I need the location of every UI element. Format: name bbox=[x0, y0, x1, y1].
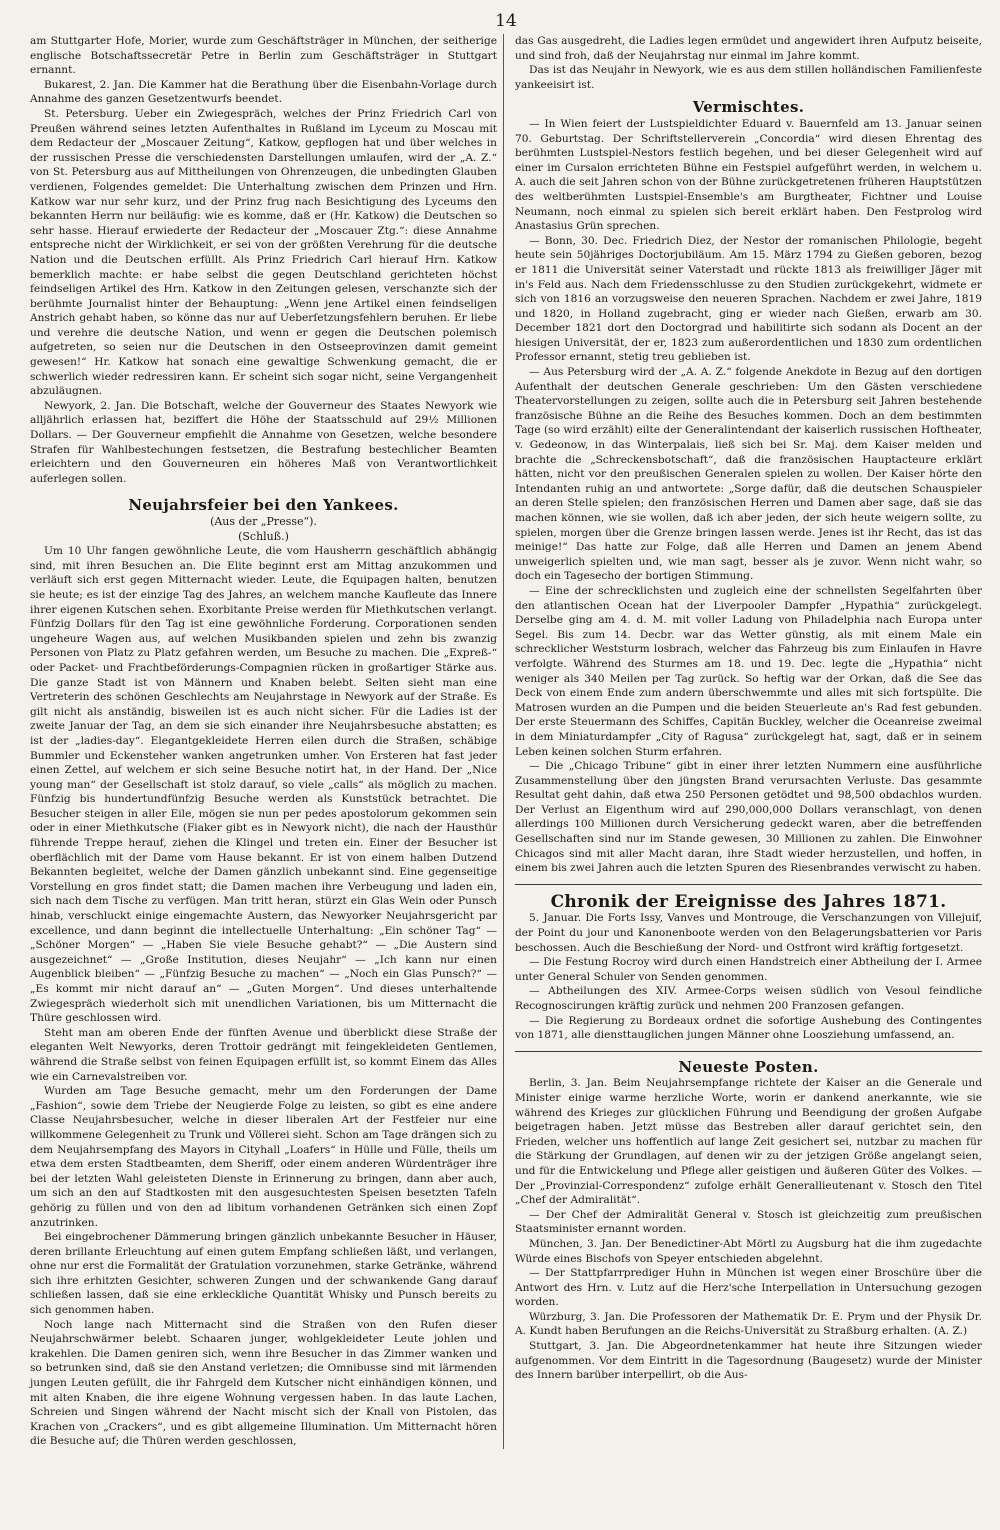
feature-continuation: (Schluß.) bbox=[238, 529, 289, 543]
article-paragraph: — Aus Petersburg wird der „A. A. Z.“ folgende Anekdote in Bezug auf den dortigen Aufenthalt der deutschen Generale geschrieben: Um den Gästen verschiedene Theatervorstellungen zu zeigen, sollte auch die in Petersburg seit Jahren bestehende französische Bühne an die Reihe des Besuches kommen. Doch an dem bestimmten Tage (so wird erzählt) eilte der Generalintendant der kaiserlich russischen Hoftheater, v. Gedeonow, in das Winterpalais, ließ sich bei Sr. Maj. dem Kaiser melden und brachte die „Schreckensbotschaft“, daß die französischen Hauptacteure erklärt hätten, nicht vor den preußischen Generalen spielen zu wollen. Der Kaiser hörte den Intendanten ruhig an und antwortete: „Sorge dafür, daß die deutschen Schauspieler an deren Stelle spielen; den französischen Herren und Damen aber sage, daß sie das machen können, wie sie wollen, daß ich aber jeden, der sich heute weigern sollte, zu spielen, morgen über die Grenze bringen lassen werde. Jenes ist ihr Recht, das ist das meinige!“ Das hatte zur Folge, daß alle Herren und Damen an jenem Abend unweigerlich spielten und, wie man sagt, besser als je zuvor. Wenn nicht wahr, so doch ein Tagesecho der bortigen Stimmung. bbox=[515, 366, 982, 583]
article-paragraph: Newyork, 2. Jan. Die Botschaft, welche der Gouverneur des Staates Newyork wie alljährlich erlassen hat, beziffert die Höhe der Staatsschuld auf 29½ Millionen Dollars. — Der Gouverneur empfiehlt die Annahme von Gesetzen, welche besondere Strafen für Wahlbestechungen festsetzen, die Bestrafung bestechlicher Beamten erleichtern und den Gouverneuren ein höheres Maß von Verantwortlichkeit auferlegen sollen. bbox=[30, 399, 497, 485]
article-paragraph: St. Petersburg. Ueber ein Zwiegespräch, welches der Prinz Friedrich Carl von Preußen während seines letzten Aufenthaltes in Rußland im Lyceum zu Moscau mit dem Redacteur der „Moscauer Zeitung“, Katkow, gepflogen hat und über welches in der russischen Presse die verschiedensten Darstellungen umlaufen, wird der „A. Z.“ von St. Petersburg aus auf Mittheilungen von Ohrenzeugen, die unbedingten Glauben verdienen, Folgendes gemeldet: Die Unterhaltung zwischen dem Prinzen und Hrn. Katkow war nur sehr kurz, und der Prinz frug nach Besichtigung des Lyceums den bekannten Herrn nur beiläufig: wie es komme, daß er (Hr. Katkow) die Deutschen so sehr hasse. Hierauf erwiederte der Redacteur der „Moscauer Ztg.“: diese Annahme entspreche nicht der Wirklichkeit, er sei von der größten Verehrung für die deutsche Nation und die Deutschen erfüllt. Als Prinz Friedrich Carl hierauf Hrn. Katkow bemerklich machte: er habe selbst die gegen Deutschland gerichteten höchst feindseligen Artikel des Hrn. Katkow in den Zeitungen gelesen, verschanzte sich der berühmte Journalist hinter der Behauptung: „Wenn jene Artikel einen feindseligen Anstrich gehabt haben, so könne das nur auf Ueberſetzungsfehlern beruhen. Er liebe und verehre die deutsche Nation, und wenn er gegen die Deutschen polemisch aufgetreten, so seien nur die Deutschen in den Ostseeprovinzen damit gemeint gewesen!“ Hr. Katkow hat sonach eine gewaltige Schwenkung gemacht, die er schwerlich wieder redressiren kann. Er scheint sich sogar nicht, seine Vergangenheit abzuläugnen. bbox=[30, 107, 497, 398]
article-paragraph: — Die „Chicago Tribune“ gibt in einer ihrer letzten Nummern eine ausführliche Zusammenstellung über den jüngsten Brand verursachten Verluste. Das gesammte Resultat geht dahin, daß etwa 250 Personen getödtet und 98,500 obdachlos wurden. Der Verlust an Eigenthum wird auf 290,000,000 Dollars veranschlagt, von denen allerdings 100 Millionen durch Versicherung gedeckt waren, aber die betreffenden Gesellschaften sind nur im Stande gewesen, 30 Millionen zu zahlen. Die Einwohner Chicagos sind mit aller Macht daran, ihre Stadt wieder herzustellen, und hoffen, in einem bis zwei Jahren auch die letzten Spuren des Riesenbrandes verwischt zu haben. bbox=[515, 760, 982, 875]
spacer bbox=[30, 486, 497, 490]
section-title-chronik: Chronik der Ereignisse des Jahres 1871. bbox=[550, 891, 947, 912]
article-paragraph: Bukarest, 2. Jan. Die Kammer hat die Berathung über die Eisenbahn-Vorlage durch Annahme des ganzen Gesetzentwurfs beendet. bbox=[30, 78, 497, 106]
article-paragraph: Steht man am oberen Ende der fünften Avenue und überblickt diese Straße der eleganten Welt Newyorks, deren Trottoir gedrängt mit feingekleideten Gentlemen, während die Straße selbst von feinen Equipagen erfüllt ist, so kommt Einem das Alles wie ein Carnevalstreiben vor. bbox=[30, 1026, 497, 1083]
article-paragraph: Würzburg, 3. Jan. Die Professoren der Mathematik Dr. E. Prym und der Physik Dr. A. Kundt haben Berufungen an die Reichs-Universität zu Straßburg erhalten. (A. Z.) bbox=[515, 1310, 982, 1338]
article-paragraph: Bei eingebrochener Dämmerung bringen gänzlich unbekannte Besucher in Häuser, deren brillante Erleuchtung auf einen gutem Empfang schließen läßt, und verlangen, ohne nur erst die Formalität der Gratulation vorzunehmen, starke Getränke, während sich ihre erhitzten Gesichter, schweren Zungen und der schwankende Gang darauf schließen lassen, daß sie eine erkleckliche Quantität Whisky und Punsch bereits zu sich genommen haben. bbox=[30, 1231, 497, 1317]
article-paragraph: — Der Stattpfarrprediger Huhn in München ist wegen einer Broschüre über die Antwort des Hrn. v. Lutz auf die Herz'sche Interpellation in Untersuchung gezogen worden. bbox=[515, 1267, 982, 1309]
article-paragraph: am Stuttgarter Hofe, Morier, wurde zum Geschäftsträger in München, der seitherige englische Botschaftssecretär Petre in Berlin zum Geschäftsträger in Stuttgart ernannt. bbox=[30, 35, 497, 77]
article-paragraph: — Abtheilungen des XIV. Armee-Corps weisen südlich von Vesoul feindliche Recognoscirungen kräftig zurück und nehmen 200 Franzosen gefangen. bbox=[515, 985, 982, 1012]
section-title-vermischtes: Vermischtes. bbox=[692, 98, 805, 117]
feature-title: Neujahrsfeier bei den Yankees. bbox=[128, 496, 399, 515]
article-paragraph: 5. Januar. Die Forts Issy, Vanves und Montrouge, die Verschanzungen von Villejuif, der Point du jour und Kanonenboote werden von den Belagerungsbatterien vor Paris beschossen. Auch die Beschießung der Nord- und Ostfront wird kräftig fortgesetzt. bbox=[515, 912, 982, 954]
article-paragraph: das Gas ausgedreht, die Ladies legen ermüdet und angewidert ihren Aufputz beiseite, und sind froh, daß der Neujahrstag nur einmal im Jahre kommt. bbox=[515, 35, 982, 62]
left-column bbox=[30, 34, 504, 1449]
section-title-neueste-posten: Neueste Posten. bbox=[678, 1057, 819, 1076]
article-paragraph: Wurden am Tage Besuche gemacht, mehr um den Forderungen der Dame „Fashion“, sowie dem Triebe der Neugierde Folge zu leisten, so gibt es eine andere Classe Neujahrsbesucher, welche in dieser liberalen Art der Festfeier nur eine willkommene Gelegenheit zu Trunk und Völlerei sieht. Schon am Tage drängen sich zu dem Neujahrsempfang des Mayors in Cityhall „Loafers“ in Hülle und Fülle, theils um etwa dem ersten Stadtbeamten, dem Sheriff, oder einem anderen Würdenträger ihre bei der letzten Wahl geleisteten Dienste in Erinnerung zu bringen, dann aber auch, um sich an den auf Stadtkosten mit den ausgesuchtesten Speisen besetzten Tafeln gehörig zu füllen und von den ad libitum vorhandenen Getränken sich einen Zopf anzutrinken. bbox=[30, 1085, 497, 1229]
article-paragraph: — Eine der schrecklichsten und zugleich eine der schnellsten Segelfahrten über den atlantischen Ocean hat der Liverpooler Dampfer „Hypathia“ zurückgelegt. Derselbe ging am 4. d. M. mit voller Ladung von Philadelphia nach Europa unter Segel. Bis zum 14. Decbr. war das Wetter günstig, als mit einem Male ein schrecklicher Weststurm losbrach, welcher das Fahrzeug bis zum Einlaufen in Havre verfolgte. Während des Sturmes am 18. und 19. Dec. legte die „Hypathia“ nicht weniger als 340 Meilen per Tag zurück. So heftig war der Orkan, daß die See das Deck von einem Ende zum andern überschwemmte und alles mit sich fortspülte. Die Matrosen wurden an die Pumpen und die beiden Steuerleute an's Rad fest gebunden. Der erste Steuermann des Schiffes, Capitän Buckley, welcher die Oceanreise zweimal in dem Miniaturdampfer „City of Ragusa“ zurückgelegt hat, sagt, daß er in seinem Leben keinen solchen Sturm erfahren. bbox=[515, 584, 982, 758]
columns bbox=[30, 34, 982, 1449]
article-paragraph: Noch lange nach Mitternacht sind die Straßen von den Rufen dieser Neujahrschwärmer belebt. Schaaren junger, wohlgekleideter Leute johlen und krakehlen. Die Damen geniren sich, wenn ihre Besucher in das Zimmer wanken und so betrunken sind, daß sie den Anstand verletzen; die Omnibusse sind mit lärmenden jungen Leuten gefüllt, die ihr Fahrgeld dem Kutscher nicht einhändigen können, und mit alten Knaben, die ihre eigene Wohnung vergessen haben. In das laute Lachen, Schreien und Singen während der Nacht mischt sich der Knall von Pistolen, das Krachen von „Crackers“, und es gibt allgemeine Illumination. Um Mitternacht hören die Besuche auf; die Thüren werden geschlossen, bbox=[30, 1318, 497, 1448]
page-number: 14 bbox=[495, 11, 517, 31]
article-paragraph: Um 10 Uhr fangen gewöhnliche Leute, die vom Hausherrn geschäftlich abhängig sind, mit ihren Besuchen an. Die Elite beginnt erst am Mittag anzukommen und verläuft sich erst gegen Mitternacht wieder. Leute, die Equipagen halten, benutzen sie heute; es ist der einzige Tag des Jahres, an welchem manche Kaufleute das Innere ihrer eigenen Kutschen sehen. Exorbitante Preise werden für Miethkutschen verlangt. Fünfzig Dollars für den Tag ist eine gewöhnliche Forderung. Corporationen senden ungeheure Wagen aus, auf welchen Musikbanden spielen und zehn bis zwanzig Personen von Platz zu Platz gefahren werden, um Besuche zu machen. Die „Expreß-“ oder Packet- und Frachtbeförderungs-Compagnien rücken in großartiger Stärke aus. Die ganze Stadt ist von Männern und Knaben belebt. Selten sieht man eine Vertreterin des schönen Geschlechts am Neujahrstage in Newyork auf der Straße. Es gilt nicht als anständig, bisweilen ist es auch nicht sicher. Für die Ladies ist der zweite Januar der Tag, an dem sie sich einander ihre Neujahrsbesuche abstatten; es ist der „ladies-day“. Elegantgekleidete Herren eilen durch die Straßen, schäbige Bummler und Eckensteher wanken angetrunken umher. Von Ersteren hat fast jeder einen Zettel, auf welchem er sich seine Besuche notirt hat, in der Hand. Der „Nice young man“ der Gesellschaft ist stolz darauf, so viele „calls“ als möglich zu machen. Fünfzig bis hundertundfünfzig Besuche werden als Kunststück betrachtet. Die Besucher steigen in aller Eile, mögen sie nun per pedes apostolorum gekommen sein oder in einer Miethkutsche (Fiaker gibt es in Newyork nicht), die nach der Hausthür führende Treppe herauf, ziehen die Klingel und treten ein. Einer der Besucher ist oberflächlich mit der Dame vom Hause bekannt. Er ist von einem halben Dutzend Bekannten begleitet, welche der Damen gänzlich unbekannt sind. Eine gegenseitige Vorstellung en gros findet statt; die Damen machen ihre Verbeugung und laden ein, sich nach dem Tische zu verfügen. Man tritt heran, stürzt ein Glas Wein oder Punsch hinab, verschluckt einige eingemachte Austern, das Newyorker Neujahrsgericht par excellence, und dann beginnt die intellectuelle Unterhaltung: „Ein schöner Tag“ — „Schöner Morgen“ — „Haben Sie viele Besuche gehabt?“ — „Die Austern sind ausgezeichnet“ — „Große Institution, dieses Neujahr“ — „Ich kann nur einen Augenblick bleiben“ — „Fünfzig Besuche zu machen“ — „Noch ein Glas Punsch?“ — „Es kommt mir nicht darauf an“ — „Guten Morgen“. Und dieses unterhaltende Zwiegespräch wiederholt sich mit unendlichen Variationen, bis um Mitternacht die Thüre geschlossen wird. bbox=[30, 545, 497, 1025]
right-column bbox=[509, 34, 982, 1449]
article-paragraph: Das ist das Neujahr in Newyork, wie es aus dem stillen holländischen Familienfeste yankeeisirt ist. bbox=[515, 64, 982, 91]
section-divider bbox=[515, 1051, 982, 1052]
article-paragraph: München, 3. Jan. Der Benedictiner-Abt Mörtl zu Augsburg hat die ihm zugedachte Würde eines Bischofs von Speyer entschieden abgelehnt. bbox=[515, 1237, 982, 1265]
article-paragraph: — Die Festung Rocroy wird durch einen Handstreich einer Abtheilung der I. Armee unter General Schuler von Senden genommen. bbox=[515, 956, 982, 983]
feature-source: (Aus der „Presse“). bbox=[210, 515, 317, 528]
article-paragraph: — In Wien feiert der Lustspieldichter Eduard v. Bauernfeld am 13. Januar seinen 70. Geburtstag. Der Schriftstellerverein „Concordia“ wird diesen Ehrentag des berühmten Lustspiel-Nestors festlich begehen, und bei dieser Gelegenheit wird auf einer im Cursalon errichteten Bühne ein Festspiel aufgeführt werden, in welchem u. A. auch die seit Jahren schon von der Bühne zurückgetretenen früheren Hauptstützen des weltberühmten Lustspiel-Ensemble's am Burgtheater, Fichtner und Louise Neumann, noch einmal zu spielen sich bereit erklärt haben. Den Festprolog wird Anastasius Grün sprechen. bbox=[515, 117, 982, 233]
article-paragraph: Berlin, 3. Jan. Beim Neujahrsempfange richtete der Kaiser an die Generale und Minister einige warme herzliche Worte, worin er dankend anerkannte, wie sie während des Krieges zur glücklichen Führung und Beendigung der großen Aufgabe beigetragen haben. Jetzt müsse das Bestreben aller darauf gerichtet sein, den Frieden, welcher uns hoffentlich auf lange Zeit gesichert sei, nutzbar zu machen für die Stärkung der Grundlagen, auf denen wir zu der jetzigen Größe angelangt seien, und für die Entwickelung und Pflege aller geistigen und äußeren Güter des Volkes. — Der „Provinzial-Correspondenz“ zufolge erhält Generallieutenant v. Stosch den Titel „Chef der Admiralität“. bbox=[515, 1077, 982, 1207]
section-divider bbox=[515, 884, 982, 885]
article-paragraph: — Bonn, 30. Dec. Friedrich Diez, der Nestor der romanischen Philologie, begeht heute sein 50jähriges Doctorjubiläum. Am 15. März 1794 zu Gießen geboren, bezog er 1811 die Universität seiner Vaterstadt und rückte 1813 als freiwilliger Jäger mit in's Feld aus. Nach dem Friedensschlusse zu den Studien zurückgekehrt, widmete er sich von 1816 an vorzugsweise den neueren Sprachen. Nachdem er zwei Jahre, 1819 und 1820, in Holland zugebracht, ging er wieder nach Gießen, erwarb am 30. December 1821 dort den Doctorgrad und habilitirte sich sodann als Docent an der hiesigen Universität, der er, 1823 zum außerordentlichen und 1830 zum ordentlichen Professor ernannt, stetig treu geblieben ist. bbox=[515, 234, 982, 364]
article-paragraph: — Die Regierung zu Bordeaux ordnet die sofortige Aushebung des Contingentes von 1871, alle diensttauglichen jungen Männer ohne Loosziehung umfassend, an. bbox=[515, 1014, 982, 1042]
article-paragraph: — Der Chef der Admiralität General v. Stosch ist gleichzeitig zum preußischen Staatsminister ernannt worden. bbox=[515, 1208, 982, 1236]
article-paragraph: Stuttgart, 3. Jan. Die Abgeordnetenkammer hat heute ihre Sitzungen wieder aufgenommen. Vor dem Eintritt in die Tagesordnung (Baugesetz) wurde der Minister des Innern barüber interpellirt, ob die Aus- bbox=[515, 1340, 982, 1382]
